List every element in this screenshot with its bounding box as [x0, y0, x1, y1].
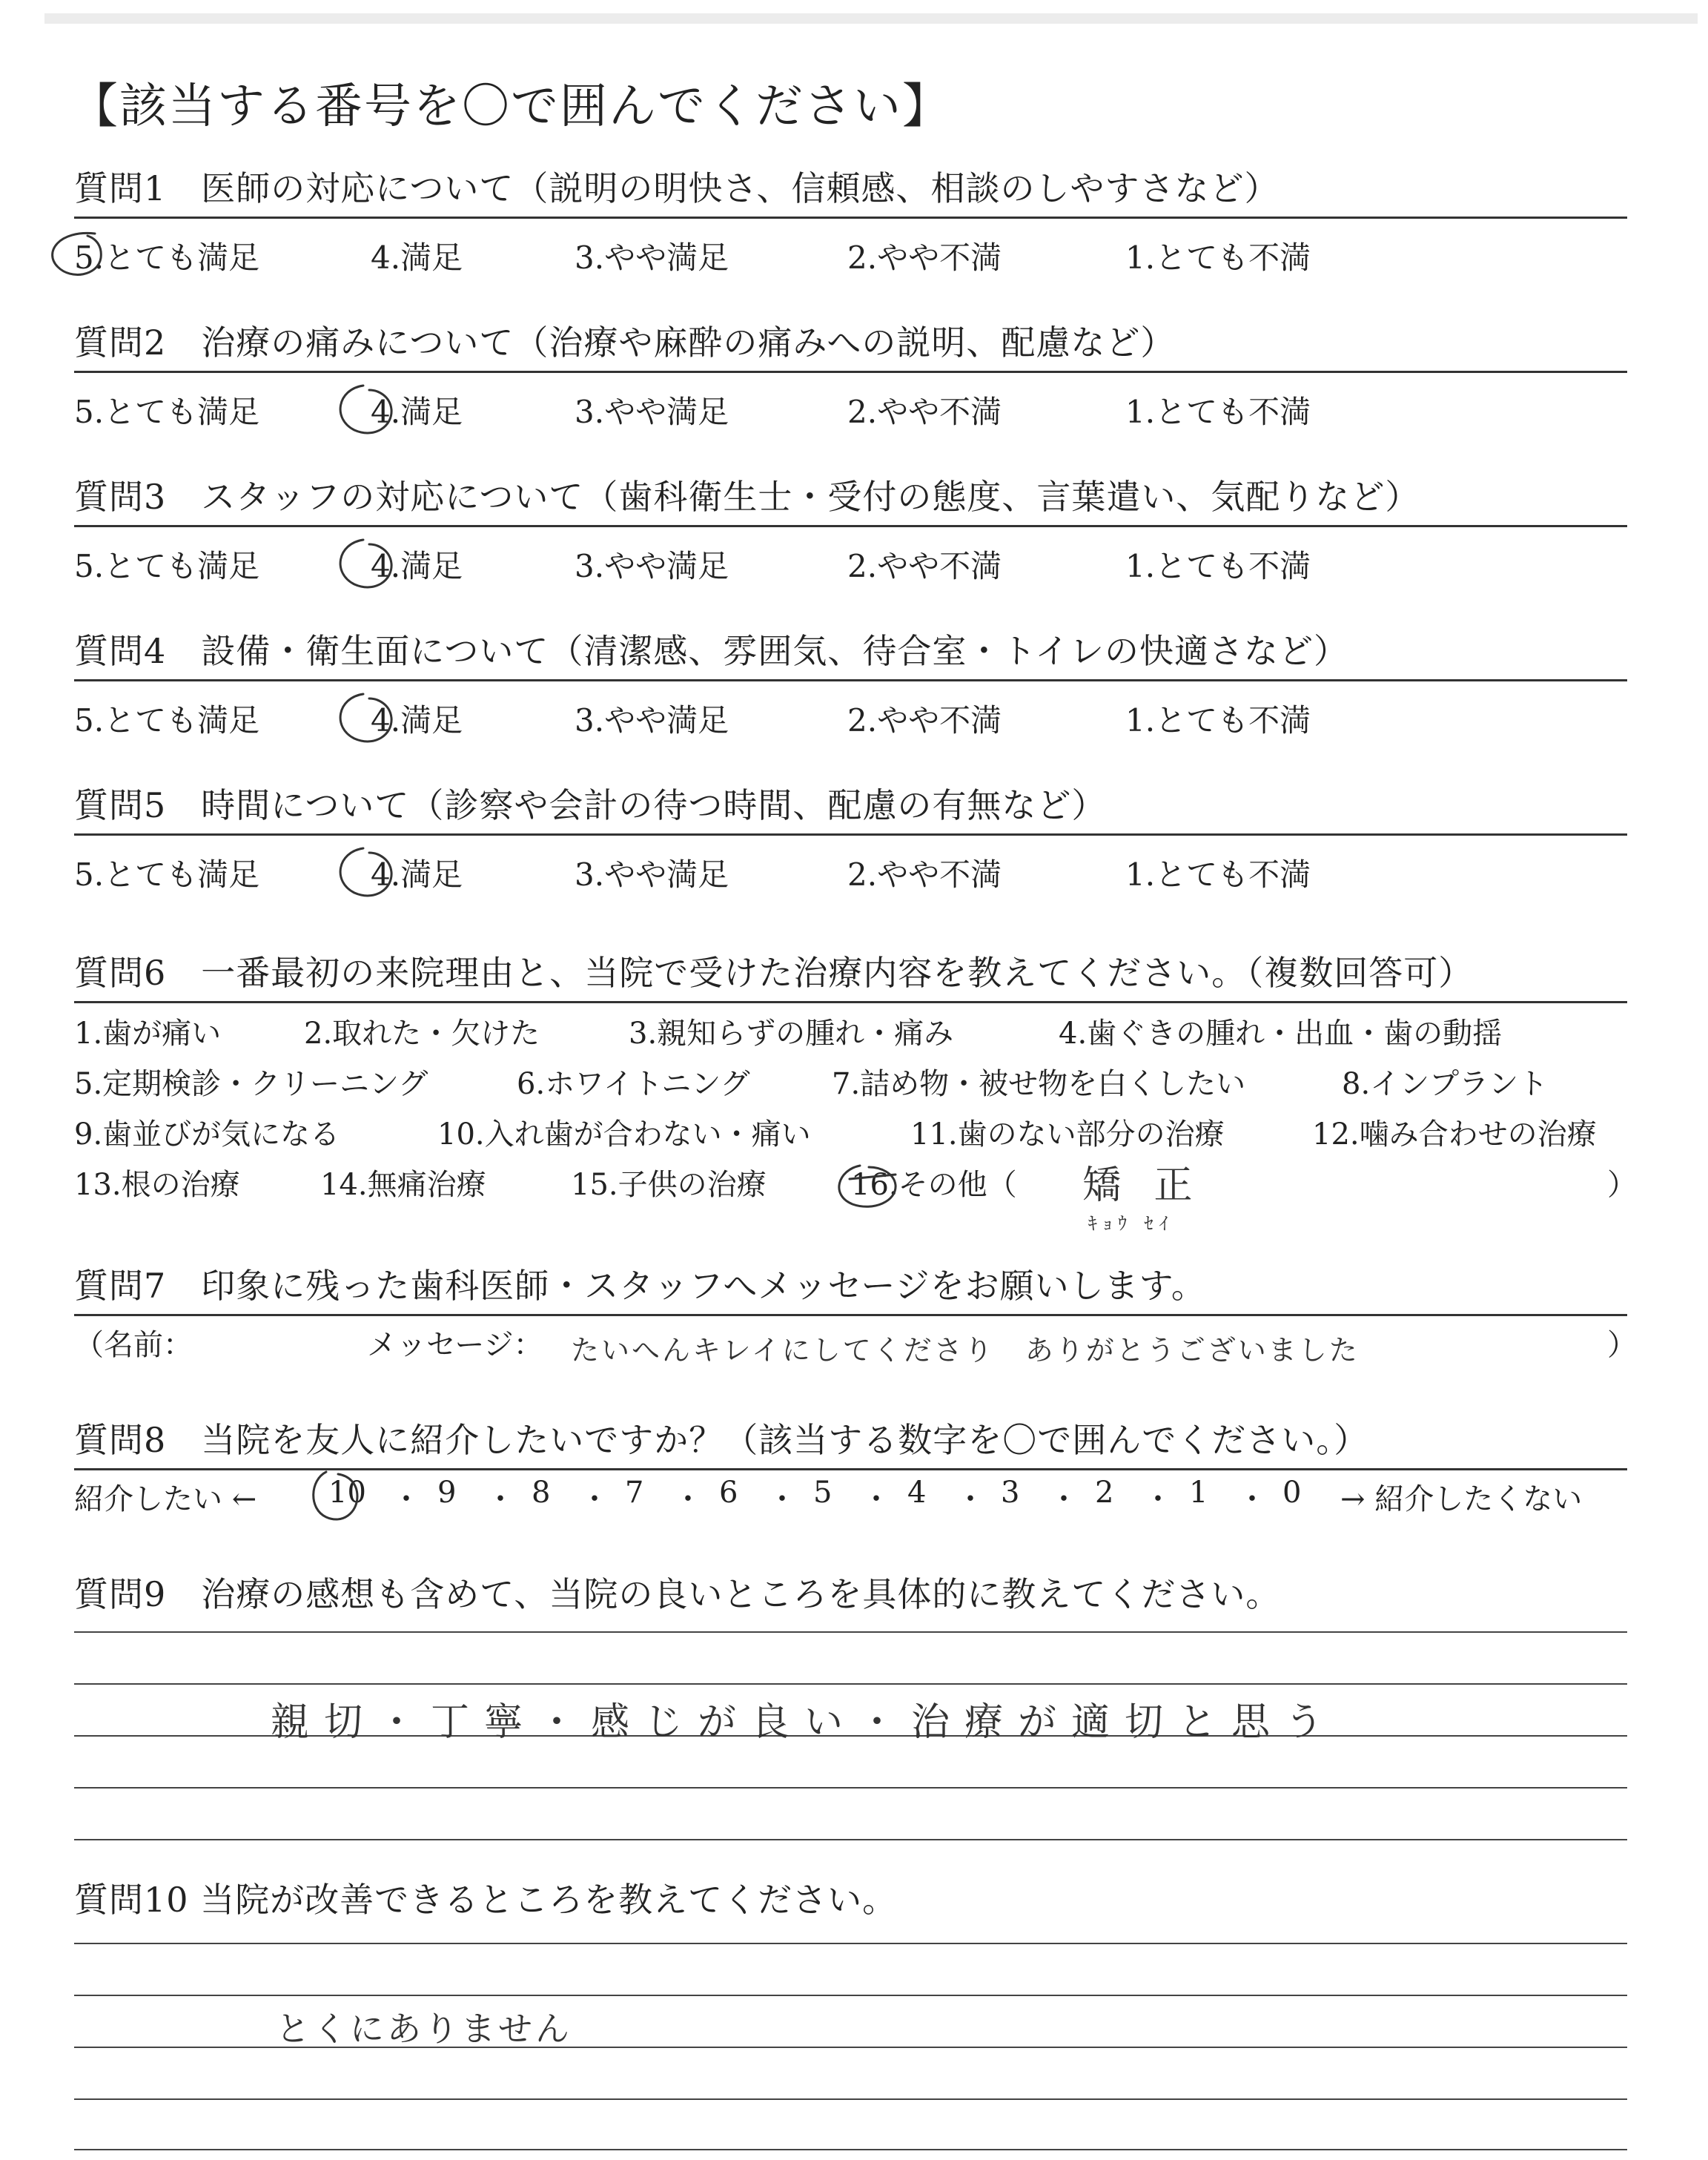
q8-left-label: 紹介したい ← [74, 1482, 257, 1516]
q6-option-15[interactable]: 15.子供の治療 [571, 1168, 767, 1202]
q8-scale-sep: ・ [767, 1482, 797, 1516]
q8-right-label: → 紹介したくない [1340, 1482, 1583, 1516]
question-3-label: 質問3 スタッフの対応について（歯科衛生士・受付の態度、言葉遣い、気配りなど） [74, 477, 1420, 517]
q4-option-2[interactable]: 2.やや不満 [847, 702, 1002, 739]
question-1 [74, 168, 1627, 219]
q6-option-7[interactable]: 7.詰め物・被せ物を白くしたい [832, 1067, 1246, 1101]
q8-scale-0[interactable]: 0 [1282, 1476, 1302, 1510]
q8-scale-1[interactable]: 1 [1189, 1476, 1208, 1510]
scan-top-band [44, 13, 1698, 24]
q5-option-5[interactable]: 5.とても満足 [74, 856, 260, 893]
q6-option-10[interactable]: 10.入れ歯が合わない・痛い [437, 1117, 811, 1152]
q4-option-1[interactable]: 1.とても不満 [1125, 702, 1311, 739]
q8-scale-sep: ・ [956, 1482, 985, 1516]
q7-message-handwritten: たいへんキレイにしてくださり ありがとうございました [571, 1334, 1360, 1367]
question-7 [74, 1266, 1627, 1316]
q3-option-2[interactable]: 2.やや不満 [847, 548, 1002, 584]
question-6 [74, 953, 1627, 1003]
q6-option-2[interactable]: 2.取れた・欠けた [304, 1017, 540, 1051]
q10-answer-line [74, 1943, 1627, 1944]
q2-option-1[interactable]: 1.とても不満 [1125, 394, 1311, 430]
form-title: 【該当する番号を〇で囲んでください】 [70, 79, 951, 134]
q6-option-14[interactable]: 14.無痛治療 [320, 1168, 486, 1202]
question-3 [74, 477, 1627, 527]
question-1-label: 質問1 医師の対応について（説明の明快さ、信頼感、相談のしやすさなど） [74, 168, 1280, 208]
question-8 [74, 1420, 1627, 1470]
q2-option-2[interactable]: 2.やや不満 [847, 394, 1002, 430]
q6-other-handwritten: 矯 正 [1082, 1163, 1203, 1208]
q8-scale-sep: ・ [1143, 1482, 1173, 1516]
q6-option-12[interactable]: 12.噛み合わせの治療 [1312, 1117, 1597, 1152]
q5-option-3[interactable]: 3.やや満足 [575, 856, 729, 893]
q6-option-1[interactable]: 1.歯が痛い [74, 1017, 222, 1051]
q6-option-5[interactable]: 5.定期検診・クリーニング [74, 1067, 428, 1101]
q4-option-5[interactable]: 5.とても満足 [74, 702, 260, 739]
q6-option-11[interactable]: 11.歯のない部分の治療 [910, 1117, 1225, 1152]
question-4 [74, 631, 1627, 681]
question-10 [74, 1880, 1627, 1928]
q9-answer-line [74, 1839, 1627, 1840]
question-5 [74, 785, 1627, 836]
q3-option-5[interactable]: 5.とても満足 [74, 548, 260, 584]
question-9 [74, 1574, 1627, 1622]
q3-option-3[interactable]: 3.やや満足 [575, 548, 729, 584]
q8-scale-3[interactable]: 3 [1001, 1476, 1020, 1510]
q7-message-label: メッセージ： [367, 1328, 543, 1362]
q1-option-2[interactable]: 2.やや不満 [847, 240, 1002, 276]
q8-scale-sep: ・ [486, 1482, 515, 1516]
question-6-label: 質問6 一番最初の来院理由と、当院で受けた治療内容を教えてください。（複数回答可） [74, 953, 1474, 993]
q6-option-16[interactable]: 16.その他（ [851, 1168, 1017, 1202]
question-9-label: 質問9 治療の感想も含めて、当院の良いところを具体的に教えてください。 [74, 1574, 1281, 1614]
q8-scale-sep: ・ [673, 1482, 703, 1516]
q8-scale-7[interactable]: 7 [625, 1476, 644, 1510]
q9-answer-line [74, 1631, 1627, 1633]
question-2-label: 質問2 治療の痛みについて（治療や麻酔の痛みへの説明、配慮など） [74, 323, 1176, 363]
q6-option-4[interactable]: 4.歯ぐきの腫れ・出血・歯の動揺 [1059, 1017, 1503, 1051]
q9-answer-line [74, 1787, 1627, 1789]
q8-scale-sep: ・ [580, 1482, 609, 1516]
q10-answer-line [74, 2149, 1627, 2150]
q1-option-3[interactable]: 3.やや満足 [575, 240, 729, 276]
q1-option-1[interactable]: 1.とても不満 [1125, 240, 1311, 276]
q8-scale-5[interactable]: 5 [813, 1476, 833, 1510]
q3-option-1[interactable]: 1.とても不満 [1125, 548, 1311, 584]
question-7-label: 質問7 印象に残った歯科医師・スタッフへメッセージをお願いします。 [74, 1266, 1206, 1306]
question-5-label: 質問5 時間について（診察や会計の待つ時間、配慮の有無など） [74, 785, 1107, 825]
q7-close: ） [1607, 1328, 1637, 1362]
q8-scale-9[interactable]: 9 [437, 1476, 457, 1510]
q6-option-6[interactable]: 6.ホワイトニング [517, 1067, 750, 1101]
q4-option-4[interactable]: 4.満足 [371, 702, 463, 739]
q8-scale-sep: ・ [391, 1482, 421, 1516]
q3-option-4[interactable]: 4.満足 [371, 548, 463, 584]
q8-scale-8[interactable]: 8 [532, 1476, 551, 1510]
q5-option-2[interactable]: 2.やや不満 [847, 856, 1002, 893]
q9-answer-line [74, 1683, 1627, 1685]
q2-option-5[interactable]: 5.とても満足 [74, 394, 260, 430]
q8-scale-6[interactable]: 6 [719, 1476, 738, 1510]
q1-option-4[interactable]: 4.満足 [371, 240, 463, 276]
q6-option-3[interactable]: 3.親知らずの腫れ・痛み [629, 1017, 954, 1051]
question-10-label: 質問10 当院が改善できるところを教えてください。 [74, 1880, 898, 1920]
q6-other-handwritten-ruby: ｷｮｳ ｾｲ [1088, 1213, 1174, 1234]
q6-option-9[interactable]: 9.歯並びが気になる [74, 1117, 340, 1152]
q8-scale-sep: ・ [1049, 1482, 1079, 1516]
q5-option-1[interactable]: 1.とても不満 [1125, 856, 1311, 893]
q7-name-label: （名前： [74, 1328, 193, 1362]
q5-option-4[interactable]: 4.満足 [371, 856, 463, 893]
q8-scale-4[interactable]: 4 [907, 1476, 927, 1510]
q6-option-13[interactable]: 13.根の治療 [74, 1168, 240, 1202]
q6-option-8[interactable]: 8.インプラント [1342, 1067, 1549, 1101]
q10-answer-line [74, 2098, 1627, 2100]
q10-answer-handwritten: とくにありません [276, 2009, 572, 2049]
q2-option-4[interactable]: 4.満足 [371, 394, 463, 430]
question-8-label: 質問8 当院を友人に紹介したいですか？（該当する数字を〇で囲んでください。） [74, 1420, 1369, 1460]
q8-scale-2[interactable]: 2 [1095, 1476, 1114, 1510]
q8-scale-sep: ・ [1237, 1482, 1267, 1516]
q9-answer-handwritten: 親切・丁寧・感じが良い・治療が適切と思う [271, 1700, 1339, 1745]
q2-option-3[interactable]: 3.やや満足 [575, 394, 729, 430]
question-2 [74, 323, 1627, 373]
q8-scale-sep: ・ [861, 1482, 891, 1516]
q4-option-3[interactable]: 3.やや満足 [575, 702, 729, 739]
q10-answer-line [74, 1995, 1627, 1996]
q8-scale-10[interactable]: 10 [328, 1476, 366, 1510]
question-4-label: 質問4 設備・衛生面について（清潔感、雰囲気、待合室・トイレの快適さなど） [74, 631, 1349, 671]
q6-other-close: ） [1607, 1168, 1637, 1202]
q1-option-5[interactable]: 5.とても満足 [74, 240, 260, 276]
